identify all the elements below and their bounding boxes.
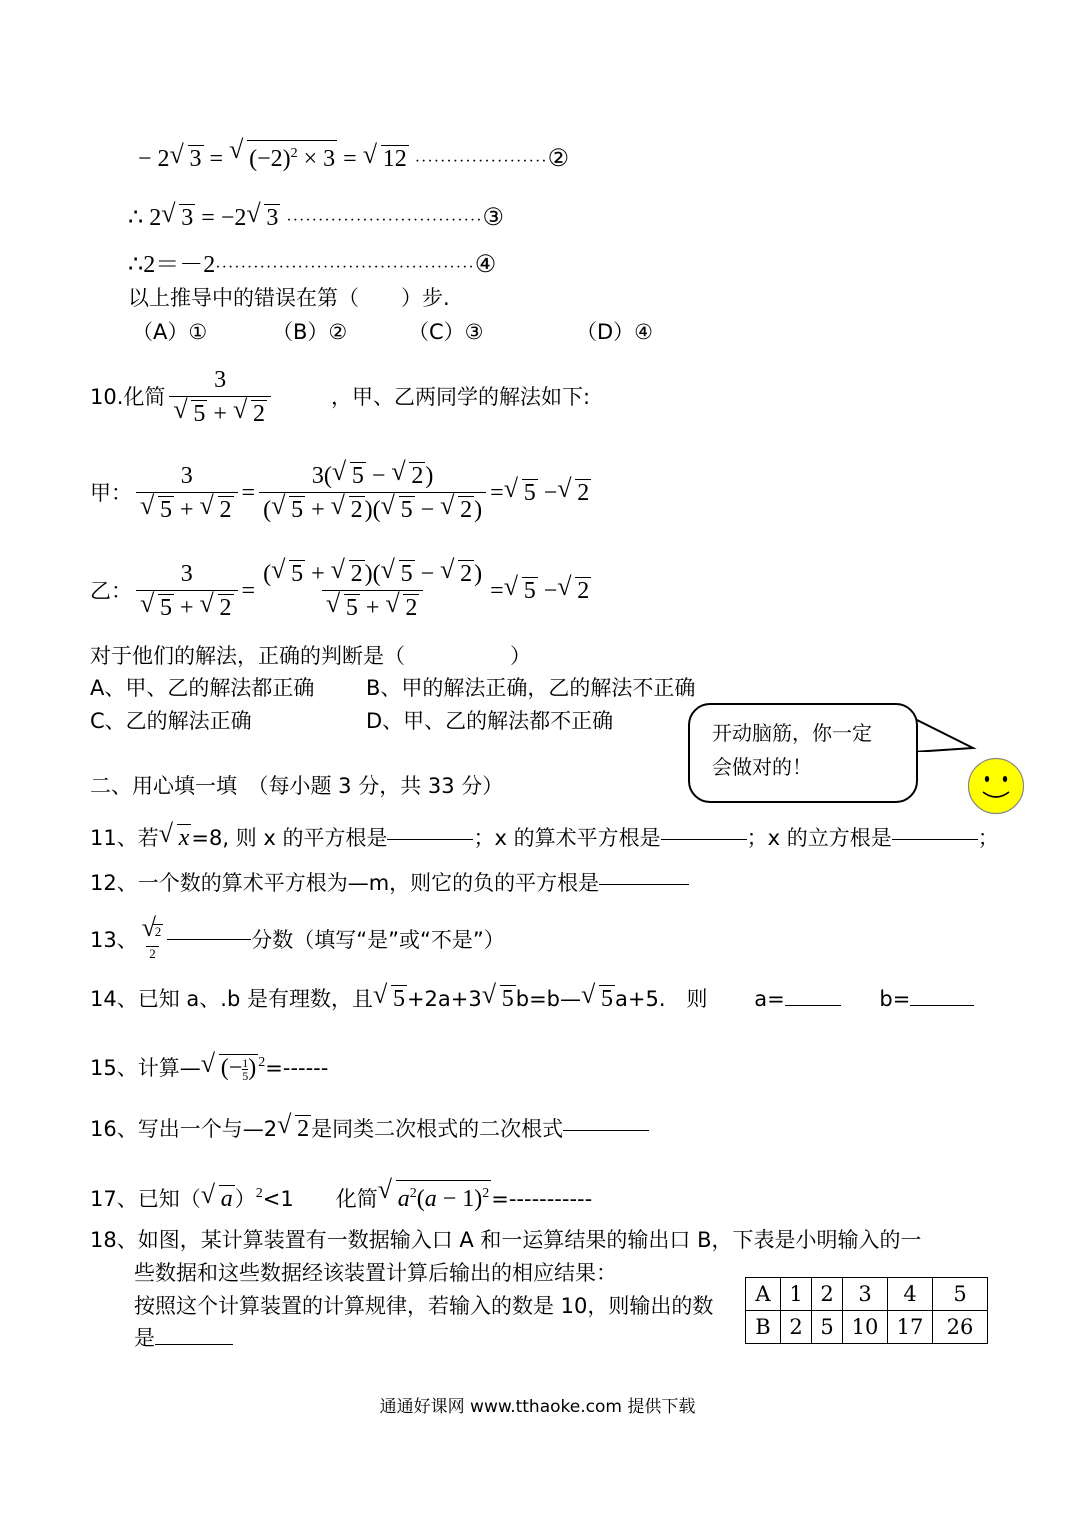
q10-judge: 对于他们的解法，正确的判断是（ ） [90, 644, 531, 668]
q11: 11、若√ x=8, 则 x 的平方根是 ；x 的算术平方根是 ；x 的立方根是 ； [90, 824, 999, 852]
q13: 13、 √ 2 2 分数（填写“是”或“不是”） [90, 918, 505, 961]
derivation-step-3: ∴ 2√ 3 = −2√ 3 ·······························③ [128, 204, 504, 235]
q10-header: 10.化简 3 √ 5 + √ 2 ，甲、乙两同学的解法如下: [90, 362, 590, 432]
table-cell: 2 [812, 1278, 843, 1311]
q10-jia-solution: 甲： 3 √ 5 + √ 2 = $\frac{3(√ 5 - √ 2)}{(√ 5 + √ 2)(√ 5 - √ 2)}$ = √ 5 − √ 2 [90, 458, 591, 528]
q15: 15、计算—√ (− $\frac{1}{5}$ ) $^2$=------ [90, 1049, 328, 1082]
derivation-option-d: （D）④ [576, 320, 653, 344]
q12: 12、一个数的算术平方根为—m，则它的负的平方根是 [90, 869, 689, 897]
derivation-option-a: （A）① [132, 320, 208, 344]
q10-option-b: B、甲的解法正确，乙的解法不正确 [366, 676, 696, 700]
table-cell: A [746, 1278, 781, 1311]
table-cell: 1 [781, 1278, 812, 1311]
q18-line-4: 是 [134, 1324, 233, 1352]
derivation-question: 以上推导中的错误在第（ ）步. [128, 286, 450, 310]
q10-option-a: A、甲、乙的解法都正确 [90, 676, 315, 700]
table-cell: 26 [933, 1311, 988, 1344]
q18-io-table [745, 1277, 988, 1344]
derivation-option-b: （B）② [272, 320, 348, 344]
q18-line-3: 按照这个计算装置的计算规律，若输入的数是 10，则输出的数 [134, 1294, 714, 1318]
derivation-option-c: （C）③ [408, 320, 484, 344]
derivation-step-4: ∴2＝－2·········································④ [128, 252, 497, 278]
table-cell: 10 [843, 1311, 888, 1344]
speech-bubble-text: 开动脑筋，你一定 会做对的！ [712, 721, 872, 779]
derivation-step-2: − 2√ 3 = √ $(-2)^2 \times 3$ = √ 12 ·····················② [138, 140, 569, 176]
table-cell: 3 [843, 1278, 888, 1311]
q10-yi-solution: 乙： 3 √ 5 + √ 2 = (√ 5 + √ 2)(√ 5 − √ 2) √ 5 + √ 2 = √ 5 − √ 2 [90, 556, 591, 626]
q17: 17、已知（√ a）$^2$<1 化简√ $a^2(a - 1)^2=-----------$ [90, 1180, 592, 1213]
smiley-icon [967, 757, 1025, 815]
q14: 14、已知 a、.b 是有理数，且√ 5+2a+3√ 5b=b—√ 5a+5. 则 a= b= [90, 985, 974, 1013]
table-cell: 5 [812, 1311, 843, 1344]
table-row [746, 1278, 988, 1311]
table-row [746, 1311, 988, 1344]
table-cell: B [746, 1311, 781, 1344]
footer: 通通好课网 www.tthaoke.com 提供下载 [379, 1397, 696, 1417]
q10-fraction: 3 √ 5 + √ 2 [169, 364, 271, 431]
q18-line-2: 些数据和这些数据经该装置计算后输出的相应结果： [134, 1261, 617, 1285]
table-cell: 4 [888, 1278, 933, 1311]
q10-option-c: C、乙的解法正确 [90, 709, 252, 733]
q18-line-1: 18、如图，某计算装置有一数据输入口 A 和一运算结果的输出口 B，下表是小明输入的一 [90, 1228, 922, 1252]
section-2-title: 二、用心填一填 （每小题 3 分，共 33 分） [90, 774, 504, 798]
q16: 16、写出一个与—2√ 2是同类二次根式的二次根式 [90, 1115, 649, 1143]
table-cell: 5 [933, 1278, 988, 1311]
table-cell: 2 [781, 1311, 812, 1344]
table-cell: 17 [888, 1311, 933, 1344]
q10-option-d: D、甲、乙的解法都不正确 [366, 709, 614, 733]
